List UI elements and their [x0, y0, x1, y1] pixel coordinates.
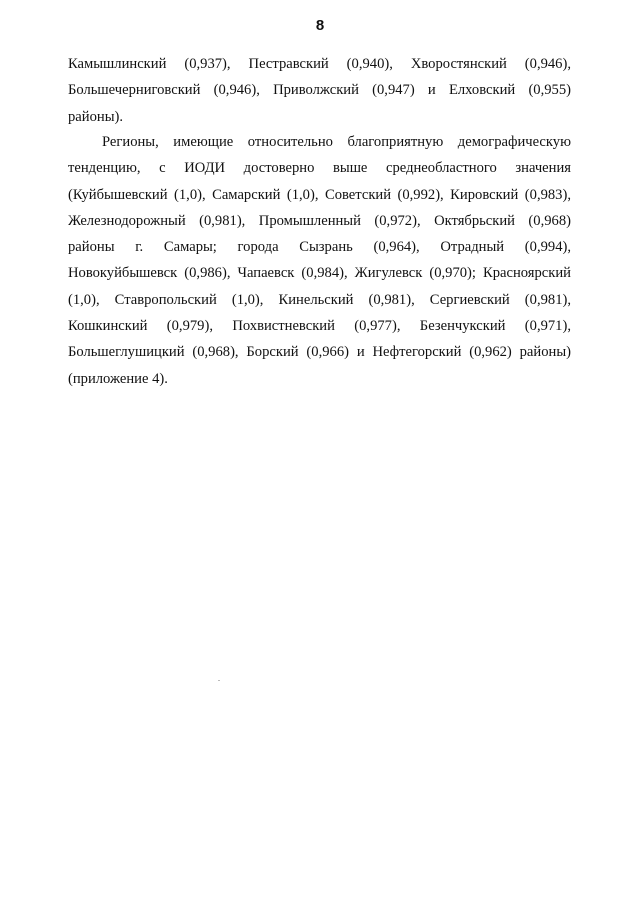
text-line: Большечерниговский (0,946), Приволжский (0,947) и Елховский (0,955): [68, 82, 571, 99]
paragraph-districts-continued: [68, 51, 571, 130]
paragraph-favorable-regions: [68, 129, 571, 392]
text-line: Регионы, имеющие относительно благоприятную демографическую: [102, 134, 571, 150]
page-number: 8: [315, 17, 325, 34]
text-line: районы).: [68, 108, 124, 125]
text-line: Камышлинский (0,937), Пестравский (0,940), Хворостянский (0,946),: [68, 56, 571, 72]
text-line: Кошкинский (0,979), Похвистневский (0,977), Безенчукский (0,971),: [68, 318, 571, 335]
text-line: тенденцию, с ИОДИ достоверно выше среднеобластного значения: [68, 160, 571, 177]
scan-speck: [218, 680, 220, 681]
text-line: районы г. Самары; города Сызрань (0,964), Отрадный (0,994),: [68, 239, 571, 256]
text-line: Железнодорожный (0,981), Промышленный (0,972), Октябрьский (0,968): [68, 212, 571, 229]
text-line: Большеглушицкий (0,968), Борский (0,966) и Нефтегорский (0,962) районы): [68, 344, 571, 361]
text-line: (Куйбышевский (1,0), Самарский (1,0), Советский (0,992), Кировский (0,983),: [68, 186, 571, 203]
text-line: Новокуйбышевск (0,986), Чапаевск (0,984), Жигулевск (0,970); Красноярский: [68, 265, 571, 282]
text-line: (приложение 4).: [68, 370, 168, 387]
text-line: (1,0), Ставропольский (1,0), Кинельский (0,981), Сергиевский (0,981),: [68, 291, 571, 308]
